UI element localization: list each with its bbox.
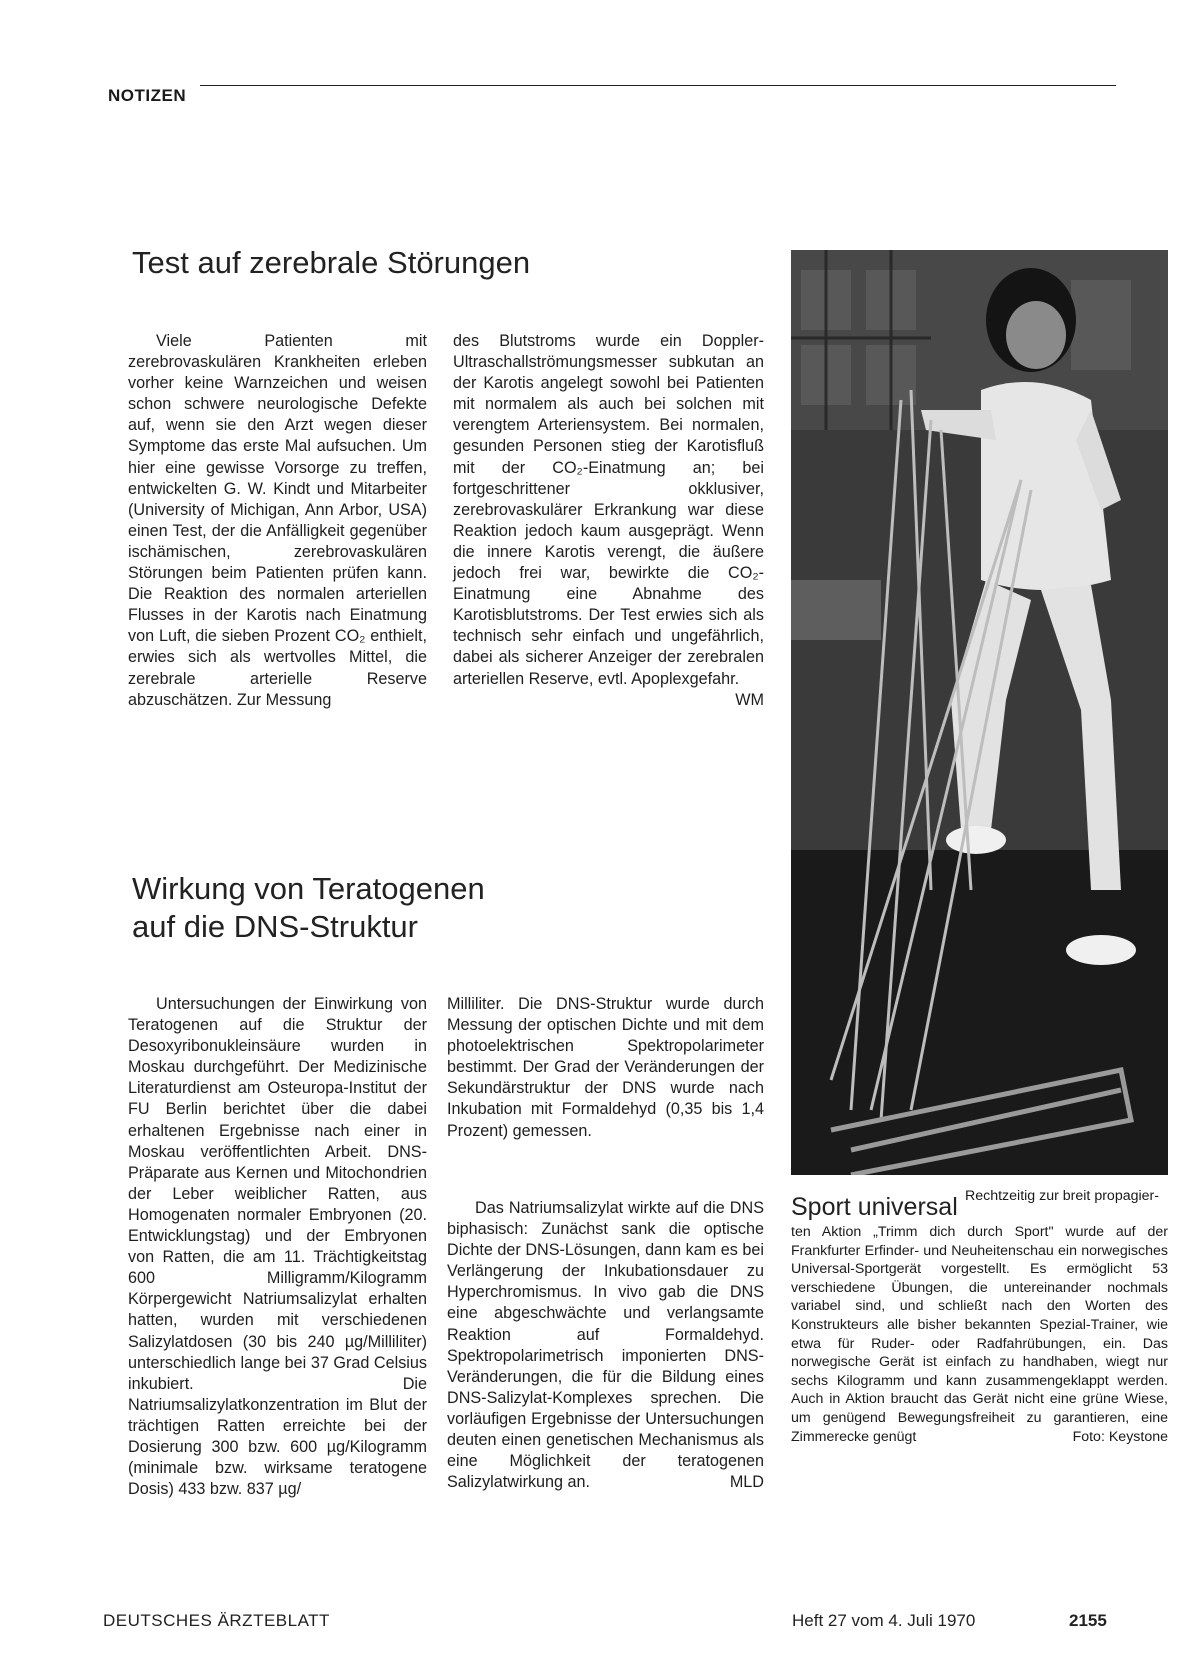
article1-column-2 xyxy=(453,331,764,711)
header-rule xyxy=(200,85,1116,86)
caption-lead: Rechtzeitig zur breit propagier- xyxy=(965,1188,1159,1204)
photo-credit: Foto: Keystone xyxy=(1072,1428,1168,1445)
section-label: NOTIZEN xyxy=(108,86,187,105)
article2-title-line1: Wirkung von Teratogenen xyxy=(132,871,485,906)
article2-column-2a xyxy=(447,994,764,1142)
article2-column-2b xyxy=(447,1198,764,1493)
caption-text: ten Aktion „Trimm dich durch Sport" wurde auf der Frankfurter Erfinder- und Neuheitenschau ein norwegisches Universal-Sportgerät vorgestellt. Es ermöglicht 53 verschiedene Übungen, die untereinander nochmals variabel sind, und schließt nach den Worten des Konstrukteurs alle bisher bekannten Spezial-Trainer, wie etwa für Ruder- oder Radfahrübungen, ein. Das norwegische Gerät ist einfach zu handhaben, wiegt nur sechs Kilogramm und kann zusammengeklappt werden. Auch in Aktion braucht das Gerät nicht eine grüne Wiese, um genügend Bewegungsfreiheit zu garantieren, eine Zimmerecke genügt xyxy=(791,1224,1168,1445)
article1-column-1 xyxy=(128,331,427,711)
article1-col1-text: Viele Patienten mit zerebrovaskulären Krankheiten erleben vorher keine Warnzeichen und weisen schon schwere neurologische Defekte auf, wenn sie den Arzt wegen dieser Symptome das erste Mal aufsuchen. Um hier eine gewisse Vorsorge zu treffen, entwickelten G. W. Kindt und Mitarbeiter (University of Michigan, Ann Arbor, USA) einen Test, der die Anfälligkeit gegenüber ischämischen, zerebrovaskulären Störungen beim Patienten prüfen kann. Die Reaktion des normalen arteriellen Flusses in der Karotis nach Einatmung von Luft, die sieben Prozent CO₂ enthielt, erwies sich als wertvolles Mittel, die zerebrale arterielle Reserve abzuschätzen. Zur Messung xyxy=(128,332,427,709)
article2-title xyxy=(132,870,652,946)
article2-col2a-text: Milliliter. Die DNS-Struktur wurde durch Messung der optischen Dichte und mit dem photoelektrischen Spektropolarimeter bestimmt. Der Grad der Veränderungen der Sekundärstruktur der DNS wurde nach Inkubation mit Formaldehyd (0,35 bis 1,4 Prozent) gemessen. xyxy=(447,995,764,1140)
issue-info: Heft 27 vom 4. Juli 1970 xyxy=(792,1611,976,1630)
caption-title: Sport universal xyxy=(791,1193,958,1221)
article1-signature: WM xyxy=(735,690,764,709)
photo-illustration xyxy=(791,250,1168,1175)
article2-col2b-text xyxy=(447,1198,764,1493)
page-number: 2155 xyxy=(1069,1611,1107,1630)
article2-title-line2: auf die DNS-Struktur xyxy=(132,909,418,944)
article1-col2-text xyxy=(453,331,764,709)
article2-col2b-body: Das Natriumsalizylat wirkte auf die DNS biphasisch: Zunächst sank die optische Dichte der DNS-Lösungen, dann kam es bei Verlängerung der Inkubationsdauer zu Hyperchromismus. In vivo gab die DNS eine abgeschwächte und verlangsamte Reaktion auf Formaldehyd. Spektropolarimetrisch imponierten DNS-Veränderungen, die für die Bildung eines DNS-Salizylat-Komplexes sprechen. Die vorläufigen Ergebnisse der Untersuchungen deuten einen genetischen Mechanismus als eine Möglichkeit der teratogenen Salizylatwirkung an. xyxy=(447,1199,764,1492)
article1-title: Test auf zerebrale Störungen xyxy=(132,245,531,280)
journal-name: DEUTSCHES ÄRZTEBLATT xyxy=(103,1611,330,1630)
sport-device-photo xyxy=(791,250,1168,1175)
article2-signature: MLD xyxy=(729,1473,764,1492)
article2-col1-text: Untersuchungen der Einwirkung von Teratogenen auf die Struktur der Desoxyribonukleinsäure wurden in Moskau durchgeführt. Der Medizinische Literaturdienst am Osteuropa-Institut der FU Berlin berichtet über die dabei erhaltenen Ergebnisse nach einer in Moskau veröffentlichten Arbeit. DNS-Präparate aus Kernen und Mitochondrien der Leber weiblicher Ratten, aus Homogenaten normaler Embryonen (20. Entwicklungstag) und der Embryonen von Ratten, die am 11. Trächtigkeitstag 600 Milligramm/Kilogramm Körpergewicht Natriumsalizylat erhalten hatten, wurden mit verschiedenen Salizylatdosen (30 bis 240 µg/Milliliter) unterschiedlich lange bei 37 Grad Celsius inkubiert. Die Natriumsalizylatkonzentration im Blut der trächtigen Ratten erreichte bei der Dosierung 300 bzw. 600 µg/Kilogramm (minimale bzw. wirksame teratogene Dosis) 433 bzw. 837 µg/ xyxy=(128,995,427,1499)
article2-column-1 xyxy=(128,994,427,1500)
article1-col2-body: des Blutstroms wurde ein Doppler-Ultraschallströmungsmesser subkutan an der Karotis angelegt sowohl bei Patienten mit normalem als auch bei solchen mit verengtem Arteriensystem. Bei normalen, gesunden Personen stieg der Karotisfluß mit der CO₂-Einatmung an; bei fortgeschrittener okklusiver, zerebrovaskulärer Erkrankung war diese Reaktion jedoch kaum ausgeprägt. Wenn die innere Karotis verengt, die äußere jedoch frei war, bewirkte die CO₂-Einatmung eine Abnahme des Karotisblutstroms. Der Test erwies sich als technisch sehr einfach und ungefährlich, dabei als sicherer Anzeiger der zerebralen arteriellen Reserve, evtl. Apoplexgefahr. xyxy=(453,332,764,688)
caption-body xyxy=(791,1223,1168,1446)
